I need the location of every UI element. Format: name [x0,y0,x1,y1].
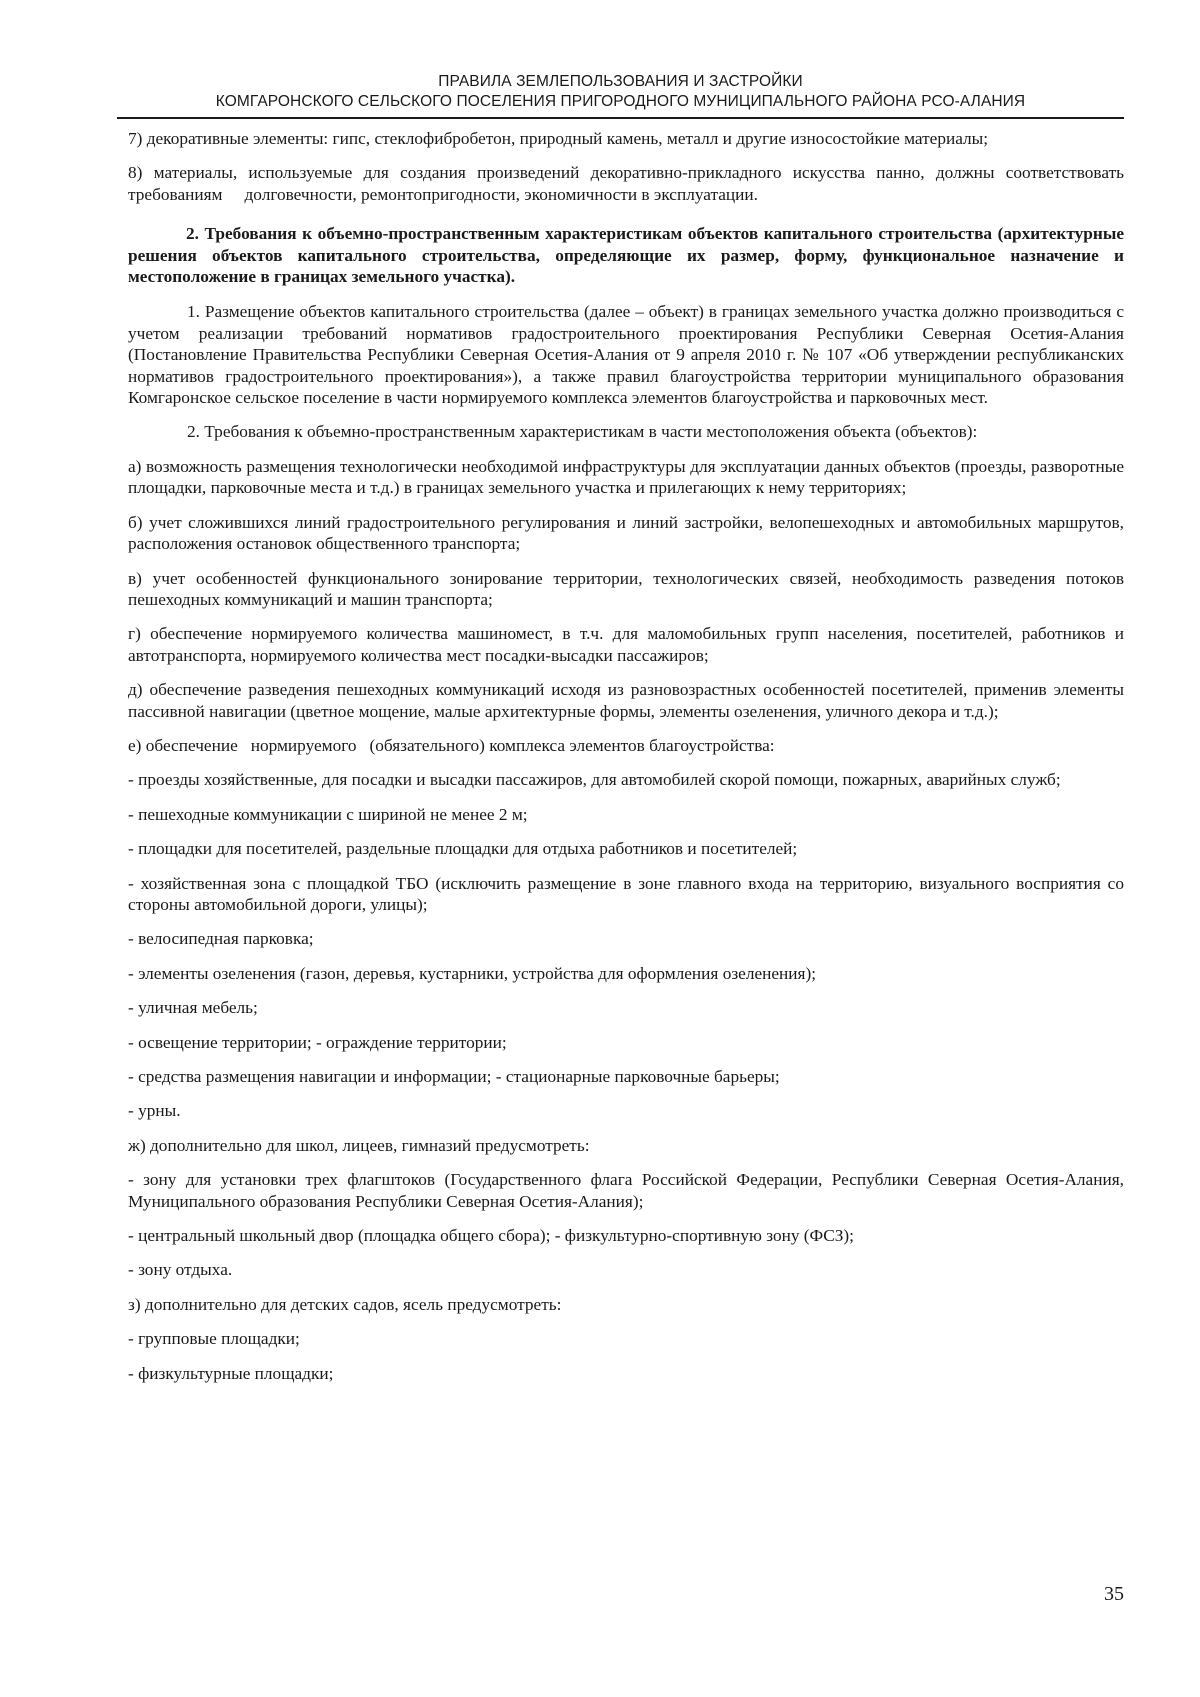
list-item-g: г) обеспечение нормируемого количества машиномест, в т.ч. для маломобильных групп населения, посетителей, работников и автотранспорта, нормируемого количества мест посадки-высадки пассажиров; [128,624,1124,665]
list-item-e-5: - велосипедная парковка; [128,929,314,949]
page-number: 35 [1104,1583,1124,1605]
header-title-line1: ПРАВИЛА ЗЕМЛЕПОЛЬЗОВАНИЯ И ЗАСТРОЙКИ [438,73,803,90]
list-item-e-6: - элементы озеленения (газон, деревья, кустарники, устройства для оформления озеленения); [128,963,817,983]
list-item-e-10: - урны. [128,1101,181,1121]
paragraph-2: 2. Требования к объемно-пространственным характеристикам в части местоположения объекта (объектов): [187,422,978,442]
item-8-text-part2: долговечности, ремонтопригодности, экономичности в эксплуатации. [244,184,758,204]
list-item-e: е) обеспечение нормируемого (обязательного) комплекса элементов благоустройства: [128,735,775,755]
list-item-zh-1: - зону для установки трех флагштоков (Государственного флага Российской Федерации, Республики Северная Осетия-Алания, Муниципального образования Республики Северная Осетия-Алания); [128,1170,1124,1211]
list-item-v: в) учет особенностей функционального зонирование территории, технологических связей, необходимость разведения потоков пешеходных коммуникаций и машин транспорта; [128,568,1124,609]
section-2-heading: 2. Требования к объемно-пространственным характеристикам объектов капитального строительства (архитектурные решения объектов капитального строительства, определяющие их размер, форму, функциональное назначение и местоположение в границах земельного участка). [128,224,1124,287]
list-item-e-4: - хозяйственная зона с площадкой ТБО (исключить размещение в зоне главного входа на территорию, визуального восприятия со стороны автомобильной дороги, улицы); [128,873,1124,914]
list-item-d: д) обеспечение разведения пешеходных коммуникаций исходя из разновозрастных особенностей посетителей, применив элементы пассивной навигации (цветное мощение, малые архитектурные формы, элементы озеленения, уличного декора и т.д.); [128,680,1124,721]
list-item-z: з) дополнительно для детских садов, ясель предусмотреть: [128,1294,562,1314]
list-item-e-1: - проезды хозяйственные, для посадки и высадки пассажиров, для автомобилей скорой помощи, пожарных, аварийных служб; [128,770,1061,790]
list-item-b: б) учет сложившихся линий градостроительного регулирования и линий застройки, велопешеходных и автомобильных маршрутов, расположения остановок общественного транспорта; [128,512,1124,554]
list-item-e-7: - уличная мебель; [128,998,258,1018]
list-item-zh-2: - центральный школьный двор (площадка общего сбора); - физкультурно-спортивную зону (ФСЗ); [128,1226,854,1246]
page-header [117,72,1124,112]
header-rule [117,117,1124,119]
list-item-z-1: - групповые площадки; [128,1329,300,1349]
paragraph-item-7: 7) декоративные элементы: гипс, стеклофибробетон, природный камень, металл и другие износостойкие материалы; [128,129,989,148]
item-8-text-part1: 8) материалы, используемые для создания произведений декоративно-прикладного искусства панно, должны соответствовать требованиям [128,163,1124,204]
list-item-e-2: - пешеходные коммуникации с шириной не менее 2 м; [128,804,528,824]
list-item-zh-3: - зону отдыха. [128,1260,233,1280]
list-item-e-3: - площадки для посетителей, раздельные площадки для отдыха работников и посетителей; [128,839,798,859]
list-item-zh: ж) дополнительно для школ, лицеев, гимназий предусмотреть: [128,1135,590,1155]
list-item-z-2: - физкультурные площадки; [128,1363,334,1383]
list-item-a: а) возможность размещения технологически необходимой инфраструктуры для эксплуатации данных объектов (проезды, разворотные площадки, парковочные места и т.д.) в границах земельного участка и прилегающих к нему территориях; [128,456,1124,498]
list-item-e-9: - средства размещения навигации и информации; - стационарные парковочные барьеры; [128,1067,780,1086]
paragraph-item-8 [128,162,1124,205]
header-title-line2: КОМГАРОНСКОГО СЕЛЬСКОГО ПОСЕЛЕНИЯ ПРИГОРОДНОГО МУНИЦИПАЛЬНОГО РАЙОНА РСО-АЛАНИЯ [215,93,1026,110]
list-item-e-8: - освещение территории; - ограждение территории; [128,1032,507,1052]
document-body [128,128,1124,1397]
paragraph-1: 1. Размещение объектов капитального строительства (далее – объект) в границах земельного участка должно производиться с учетом реализации требований нормативов градостроительного проектирования Республики Северная Осетия-Алания (Постановление Правительства Республики Северная Осетия-Алания от 9 апреля 2010 г. № 107 «Об утверждении республиканских нормативов градостроительного проектирования»), а также правил благоустройства территории муниципального образования Комгаронское сельское поселение в части нормируемого комплекса элементов благоустройства и парковочных мест. [128,302,1124,408]
